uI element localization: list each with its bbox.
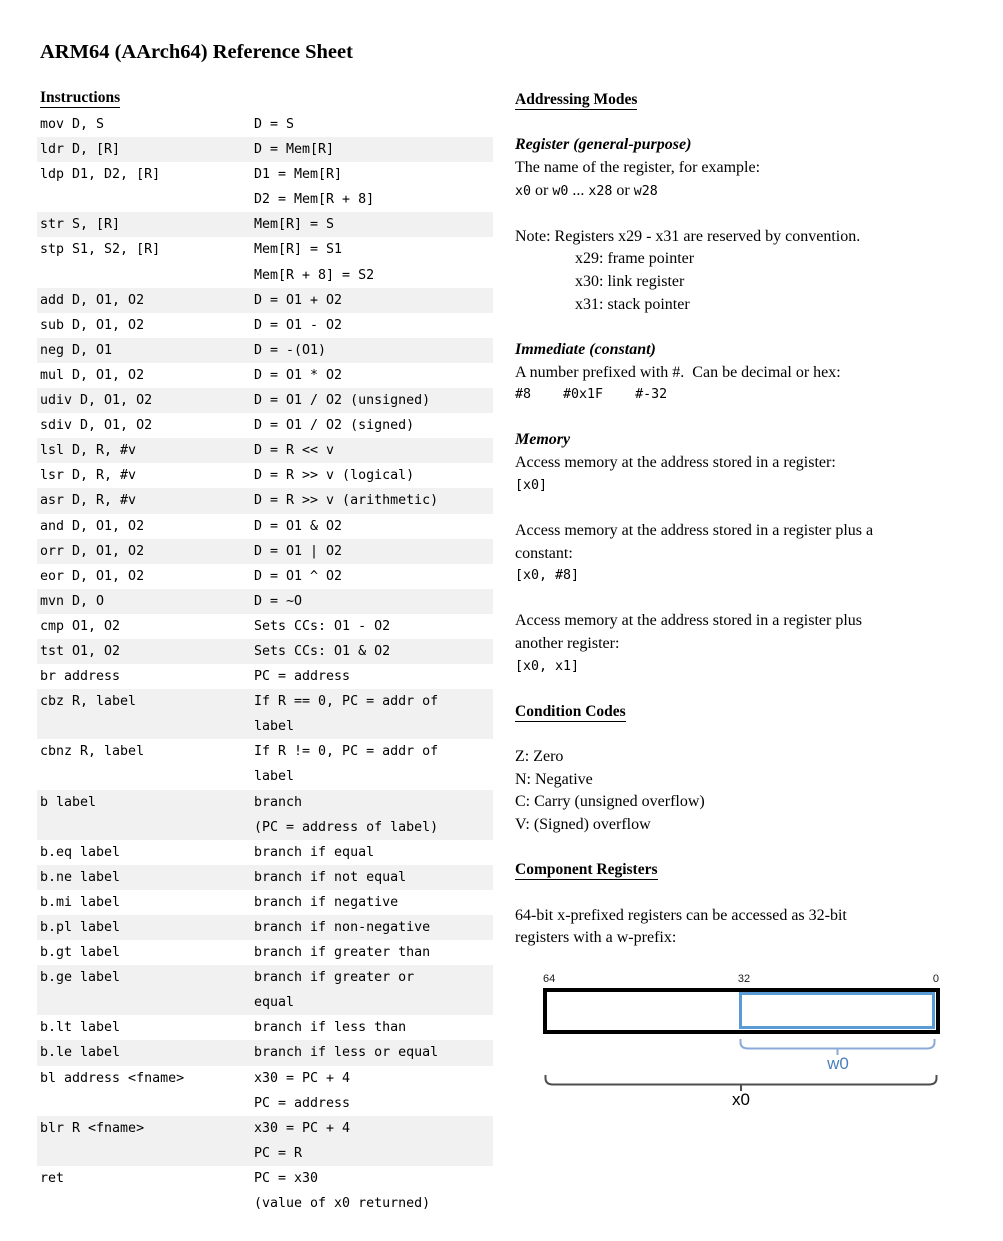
text-line: x31: stack pointer <box>575 295 690 313</box>
description-cell: D = R >> v (logical) <box>254 468 415 484</box>
page-title: ARM64 (AArch64) Reference Sheet <box>40 41 353 63</box>
description-cell: Mem[R] = S1 Mem[R + 8] = S2 <box>254 242 375 283</box>
description-cell: D = O1 + O2 <box>254 292 343 308</box>
table-row <box>37 689 493 739</box>
w-register-label: w0 <box>827 1054 849 1073</box>
text-line: 64-bit x-prefixed registers can be accessed as 32-bit <box>515 906 847 924</box>
description-cell: D = R >> v (arithmetic) <box>254 493 439 509</box>
table-row <box>37 137 493 162</box>
instruction-cell: neg D, O1 <box>40 342 113 358</box>
description-cell: PC = address <box>254 669 351 685</box>
description-cell: branch if less than <box>254 1020 407 1036</box>
table-row <box>37 589 493 614</box>
text-block <box>515 226 989 317</box>
table-row <box>37 237 493 287</box>
text-block <box>515 905 989 950</box>
description-cell: D = O1 | O2 <box>254 543 343 559</box>
description-cell: D = O1 - O2 <box>254 317 343 333</box>
description-cell: D1 = Mem[R] D2 = Mem[R + 8] <box>254 167 375 208</box>
instruction-cell: asr D, R, #v <box>40 493 137 509</box>
table-row <box>37 1066 493 1116</box>
text-line: Immediate (constant) <box>515 340 656 358</box>
table-row <box>37 212 493 237</box>
bit-index-32: 32 <box>737 973 751 985</box>
instruction-cell: cbnz R, label <box>40 744 145 760</box>
table-row <box>37 514 493 539</box>
description-cell: Sets CCs: O1 & O2 <box>254 643 391 659</box>
instruction-table <box>37 112 493 1216</box>
table-row <box>37 338 493 363</box>
table-row <box>37 940 493 965</box>
table-row <box>37 790 493 840</box>
instruction-cell: b.le label <box>40 1045 121 1061</box>
description-cell: If R != 0, PC = addr of label <box>254 744 439 785</box>
description-cell: D = R << v <box>254 443 335 459</box>
text-block <box>515 520 989 588</box>
description-cell: D = O1 / O2 (signed) <box>254 418 415 434</box>
text-line: another register: <box>515 635 620 652</box>
table-row <box>37 388 493 413</box>
text-line: [x0, x1] <box>515 658 580 674</box>
instruction-cell: bl address <fname> <box>40 1070 185 1086</box>
text-block <box>515 339 989 407</box>
text-line: Access memory at the address stored in a register plus a <box>515 521 874 539</box>
table-row <box>37 112 493 137</box>
description-cell: branch if equal <box>254 844 375 860</box>
x-register-brace <box>544 1075 938 1091</box>
instruction-cell: br address <box>40 669 121 685</box>
description-cell: branch (PC = address of label) <box>254 794 439 835</box>
instructions-heading: Instructions <box>40 89 121 106</box>
instruction-cell: add D, O1, O2 <box>40 292 145 308</box>
table-row <box>37 1116 493 1166</box>
description-cell: D = O1 / O2 (unsigned) <box>254 393 431 409</box>
table-row <box>37 564 493 589</box>
table-row <box>37 1040 493 1065</box>
description-cell: branch if negative <box>254 894 399 910</box>
text-block <box>515 610 989 678</box>
bit-index-0: 0 <box>932 973 939 985</box>
instruction-cell: b.eq label <box>40 844 121 860</box>
section-heading: Component Registers <box>515 861 658 879</box>
description-cell: D = ~O <box>254 593 303 609</box>
table-row <box>37 539 493 564</box>
instruction-cell: eor D, O1, O2 <box>40 568 145 584</box>
description-cell: Mem[R] = S <box>254 217 335 233</box>
table-row <box>37 413 493 438</box>
instruction-cell: mvn D, O <box>40 593 105 609</box>
table-row <box>37 363 493 388</box>
text-line: [x0, #8] <box>515 568 580 584</box>
text-line: V: (Signed) overflow <box>515 816 651 833</box>
description-cell: D = O1 ^ O2 <box>254 568 343 584</box>
description-cell: x30 = PC + 4 PC = R <box>254 1120 351 1161</box>
description-cell: branch if greater than <box>254 945 431 961</box>
text-line: x29: frame pointer <box>575 250 695 268</box>
instruction-cell: mul D, O1, O2 <box>40 367 145 383</box>
instruction-cell: b.mi label <box>40 894 121 910</box>
instruction-cell: b.ne label <box>40 869 121 885</box>
instruction-cell: ret <box>40 1170 65 1186</box>
text-block <box>515 134 989 203</box>
table-row <box>37 288 493 313</box>
table-row <box>37 915 493 940</box>
x-register-label: x0 <box>732 1090 750 1109</box>
instruction-cell: lsr D, R, #v <box>40 468 137 484</box>
text-line: x0 or w0 ... x28 or w28 <box>515 181 658 199</box>
table-row <box>37 488 493 513</box>
text-line: Memory <box>515 431 571 449</box>
table-row <box>37 313 493 338</box>
description-cell: x30 = PC + 4 PC = address <box>254 1070 351 1111</box>
text-line: Note: Registers x29 - x31 are reserved by convention. <box>515 227 861 245</box>
table-row <box>37 162 493 212</box>
instruction-cell: tst O1, O2 <box>40 643 121 659</box>
table-row <box>37 1015 493 1040</box>
instruction-cell: blr R <fname> <box>40 1120 145 1136</box>
text-line: registers with a w-prefix: <box>515 929 677 947</box>
instruction-cell: cmp O1, O2 <box>40 618 121 634</box>
description-cell: D = -(O1) <box>254 342 327 358</box>
text-block <box>515 746 989 837</box>
instruction-cell: udiv D, O1, O2 <box>40 393 153 409</box>
description-cell: PC = x30 (value of x0 returned) <box>254 1170 431 1212</box>
instruction-cell: ldr D, [R] <box>40 142 121 158</box>
w-register-brace <box>739 1039 936 1055</box>
text-block <box>515 429 989 497</box>
text-line: N: Negative <box>515 770 593 788</box>
text-line: constant: <box>515 544 573 562</box>
description-cell: D = S <box>254 117 295 132</box>
table-row <box>37 438 493 463</box>
instruction-cell: orr D, O1, O2 <box>40 543 145 559</box>
table-row <box>37 890 493 915</box>
text-line: C: Carry (unsigned overflow) <box>515 793 705 811</box>
table-row <box>37 463 493 488</box>
description-cell: If R == 0, PC = addr of label <box>254 694 439 735</box>
description-cell: branch if not equal <box>254 869 407 885</box>
text-line: x30: link register <box>575 273 685 290</box>
text-line: Z: Zero <box>515 748 564 766</box>
instruction-cell: ldp D1, D2, [R] <box>40 167 161 183</box>
table-row <box>37 965 493 1015</box>
instruction-cell: cbz R, label <box>40 694 137 710</box>
component-register-diagram <box>543 971 940 1121</box>
description-cell: D = O1 * O2 <box>254 367 343 383</box>
table-row <box>37 614 493 639</box>
instruction-cell: lsl D, R, #v <box>40 443 137 459</box>
table-row <box>37 1166 493 1216</box>
text-line: The name of the register, for example: <box>515 158 761 176</box>
description-cell: Sets CCs: O1 - O2 <box>254 618 391 634</box>
description-cell: D = O1 & O2 <box>254 518 343 534</box>
text-line: A number prefixed with #. Can be decimal or hex: <box>515 363 841 381</box>
section-heading: Addressing Modes <box>515 91 638 108</box>
text-line: Register (general-purpose) <box>515 136 692 154</box>
text-line: Access memory at the address stored in a register: <box>515 454 836 471</box>
table-row <box>37 639 493 664</box>
description-cell: branch if greater or equal <box>254 970 415 1011</box>
instruction-cell: b.ge label <box>40 970 121 986</box>
right-column-sections <box>515 89 989 972</box>
instruction-cell: b.pl label <box>40 920 121 935</box>
instruction-cell: b label <box>40 794 97 810</box>
instruction-cell: b.gt label <box>40 945 121 961</box>
table-row <box>37 739 493 789</box>
instruction-cell: str S, [R] <box>40 217 121 233</box>
text-line: [x0] <box>515 477 548 493</box>
bit-index-64: 64 <box>543 973 556 985</box>
section-heading: Condition Codes <box>515 702 626 720</box>
instruction-cell: mov D, S <box>40 117 105 132</box>
text-line: Access memory at the address stored in a register plus <box>515 612 863 630</box>
w-register-box <box>739 992 935 1029</box>
instruction-cell: sub D, O1, O2 <box>40 317 145 333</box>
description-cell: branch if non-negative <box>254 920 431 935</box>
text-line: #8 #0x1F #-32 <box>515 387 668 403</box>
table-row <box>37 865 493 890</box>
instruction-cell: b.lt label <box>40 1020 121 1036</box>
table-row <box>37 664 493 689</box>
instruction-cell: stp S1, S2, [R] <box>40 242 161 258</box>
description-cell: D = Mem[R] <box>254 142 335 158</box>
table-row <box>37 840 493 865</box>
description-cell: branch if less or equal <box>254 1045 439 1061</box>
instruction-cell: sdiv D, O1, O2 <box>40 418 153 434</box>
instruction-cell: and D, O1, O2 <box>40 518 145 534</box>
